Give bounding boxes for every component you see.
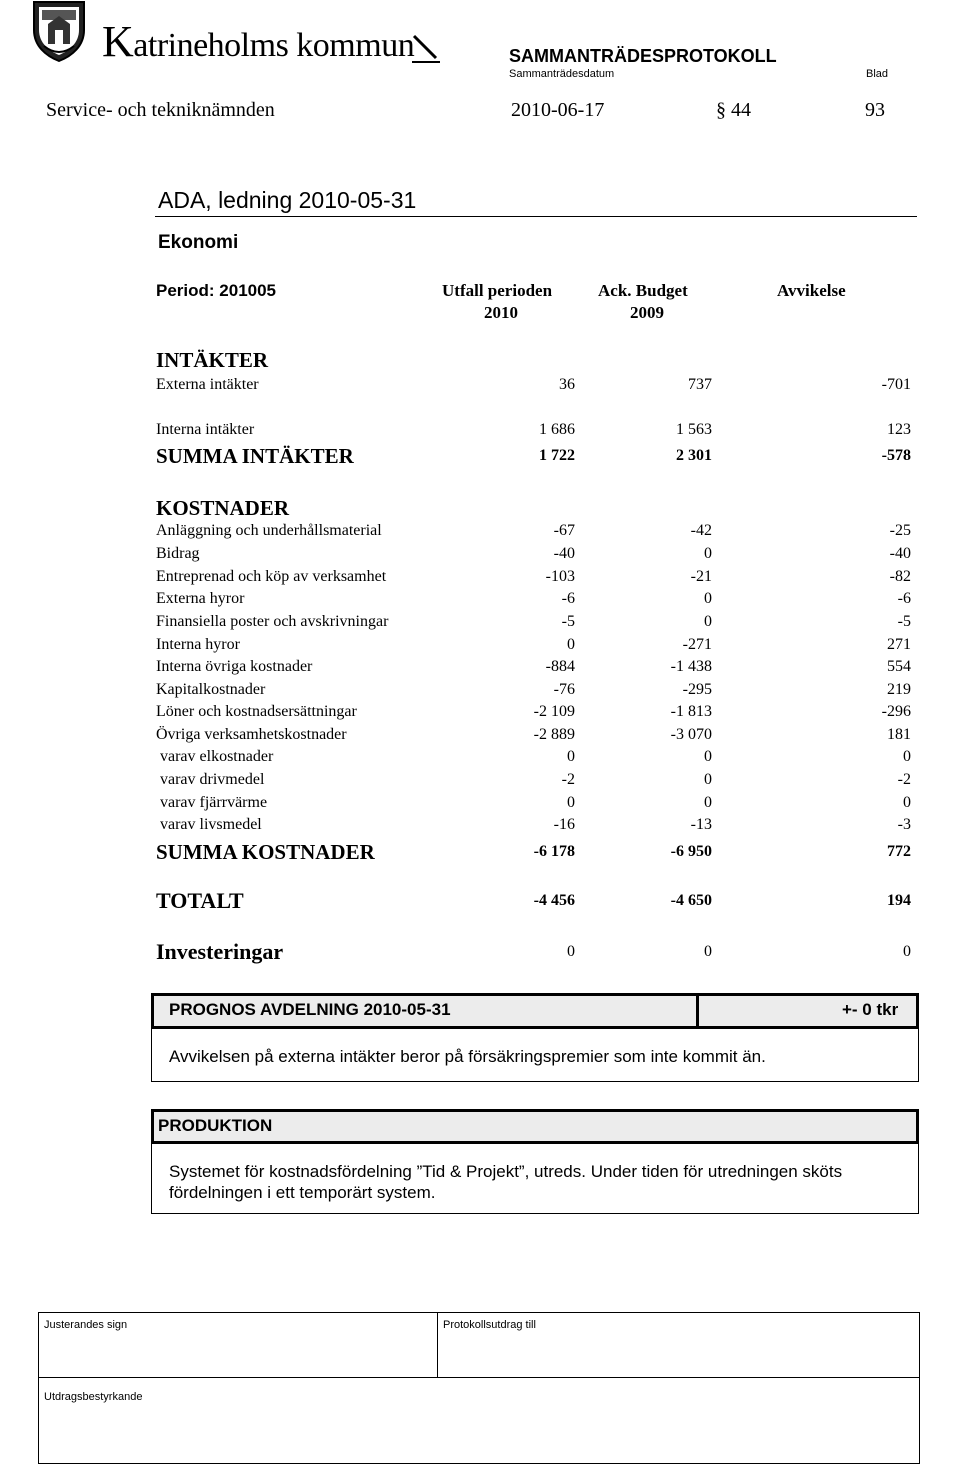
table-row [0,794,960,816]
row-utfall: 1 722 [539,447,575,464]
row-avvikelse: 772 [887,843,911,860]
row-budget: -1 813 [670,703,712,720]
row-utfall: -5 [561,613,575,630]
row-avvikelse: -296 [881,703,911,720]
row-avvikelse: -2 [897,771,911,788]
table-row [0,658,960,680]
production-title: PRODUKTION [158,1116,273,1135]
row-budget: 0 [704,748,712,765]
row-budget: 0 [704,794,712,811]
row-label: Anläggning och underhållsmaterial [156,522,382,539]
forecast-value: +- 0 tkr [842,1000,899,1019]
row-label: varav livsmedel [160,816,262,833]
row-avvikelse: 554 [887,658,911,675]
logo-wordmark [102,16,414,67]
row-label: Interna övriga kostnader [156,658,313,675]
costs-heading: KOSTNADER [156,496,290,520]
row-avvikelse: 0 [903,748,911,765]
row-label: Bidrag [156,545,200,562]
row-avvikelse: -5 [897,613,911,630]
row-budget: -42 [690,522,712,539]
table-row [0,681,960,703]
row-budget: -3 070 [670,726,712,743]
row-budget: -6 950 [670,843,712,860]
table-row [0,421,960,443]
column-header-utfall: Utfall perioden [442,281,553,300]
table-row [0,590,960,612]
row-budget: 737 [688,376,712,393]
row-avvikelse: 271 [887,636,911,653]
row-utfall: 0 [567,636,575,653]
municipality-crest-icon [30,0,88,62]
title-divider [155,216,917,217]
row-label: Investeringar [156,939,284,964]
row-label: SUMMA INTÄKTER [156,444,354,468]
row-budget: 0 [704,771,712,788]
row-label: Övriga verksamhetskostnader [156,726,347,743]
row-avvikelse: 181 [887,726,911,743]
table-row [0,748,960,770]
row-avvikelse: -40 [889,545,911,562]
row-avvikelse: 0 [903,794,911,811]
income-heading: INTÄKTER [156,348,269,372]
row-budget: 1 563 [676,421,712,438]
row-label: varav drivmedel [160,771,265,788]
table-row [0,703,960,725]
row-avvikelse: -25 [889,522,911,539]
meeting-date-label: Sammanträdesdatum [509,68,615,80]
table-row [0,522,960,544]
row-avvikelse: -578 [881,447,911,464]
row-budget: -295 [682,681,712,698]
row-label: SUMMA KOSTNADER [156,840,375,864]
total-row [0,888,960,914]
table-row [0,726,960,748]
row-budget: -4 650 [670,892,712,909]
row-utfall: -40 [553,545,575,562]
report-title: ADA, ledning 2010-05-31 [158,187,417,213]
row-budget: 0 [704,545,712,562]
footer-divider [437,1313,438,1377]
row-budget: 0 [704,613,712,630]
table-row [0,771,960,793]
signature-footer [38,1312,920,1464]
committee-name: Service- och tekniknämnden [46,99,275,121]
row-utfall: 0 [567,794,575,811]
row-label: Kapitalkostnader [156,681,266,698]
investments-row [0,939,960,965]
row-budget: -1 438 [670,658,712,675]
row-label: Externa intäkter [156,376,259,393]
row-budget: -271 [682,636,712,653]
row-utfall: -884 [545,658,575,675]
row-utfall: -6 178 [533,843,575,860]
row-utfall: -103 [545,568,575,585]
row-avvikelse: 219 [887,681,911,698]
footer-label-justerandes: Justerandes sign [44,1319,128,1331]
row-utfall: -67 [553,522,575,539]
table-row [0,816,960,838]
row-utfall: 36 [559,376,575,393]
logo-text: atrineholms kommun [133,27,415,64]
table-row [0,376,960,398]
row-utfall: 1 686 [539,421,575,438]
row-label: Löner och kostnadsersättningar [156,703,357,720]
row-label: Entreprenad och köp av verksamhet [156,568,387,585]
row-avvikelse: 0 [903,943,911,960]
row-label: varav fjärrvärme [160,794,268,811]
logo-initial: K [102,17,134,66]
row-avvikelse: 194 [887,892,911,909]
row-utfall: 0 [567,748,575,765]
row-utfall: -4 456 [533,892,575,909]
footer-label-utdragsbestyrkande: Utdragsbestyrkande [44,1391,143,1403]
row-utfall: -2 109 [533,703,575,720]
row-avvikelse: -701 [881,376,911,393]
row-utfall: -16 [553,816,575,833]
table-row [0,636,960,658]
summary-row [0,840,960,865]
row-label: varav elkostnader [160,748,274,765]
row-avvikelse: -6 [897,590,911,607]
section-heading: Ekonomi [158,232,239,253]
row-label: Interna hyror [156,636,240,653]
row-utfall: -76 [553,681,575,698]
row-budget: 0 [704,590,712,607]
meeting-date: 2010-06-17 [511,99,605,121]
paragraph-number: § 44 [716,99,751,121]
row-label: Interna intäkter [156,421,255,438]
column-header-utfall-year: 2010 [484,303,518,322]
table-row [0,545,960,567]
period-label: Period: 201005 [156,281,277,300]
page-label: Blad [866,68,889,80]
forecast-text: Avvikelsen på externa intäkter beror på försäkringspremier som inte kommit än. [169,1047,766,1066]
production-text-line-1: Systemet för kostnadsfördelning ”Tid & Projekt”, utreds. Under tiden för utredningen sköts [169,1162,843,1181]
row-utfall: -2 889 [533,726,575,743]
logo-swoosh-icon [412,34,440,64]
table-row [0,568,960,590]
column-header-avvikelse: Avvikelse [777,281,846,300]
row-utfall: -6 [561,590,575,607]
row-avvikelse: -3 [897,816,911,833]
row-utfall: -2 [561,771,575,788]
row-label: Externa hyror [156,590,245,607]
row-budget: -21 [690,568,712,585]
forecast-header-divider [696,993,699,1029]
row-budget: 0 [704,943,712,960]
row-utfall: 0 [567,943,575,960]
row-label: Finansiella poster och avskrivningar [156,613,389,630]
row-avvikelse: -82 [889,568,911,585]
forecast-title: PROGNOS AVDELNING 2010-05-31 [169,1000,451,1019]
row-budget: 2 301 [676,447,712,464]
page-number: 93 [865,99,885,121]
row-avvikelse: 123 [887,421,911,438]
footer-divider [39,1377,919,1378]
row-label: TOTALT [156,888,244,913]
column-header-budget: Ack. Budget [598,281,688,300]
production-text-line-2: fördelningen i ett temporärt system. [169,1183,436,1202]
row-budget: -13 [690,816,712,833]
table-row [0,613,960,635]
column-header-budget-year: 2009 [630,303,664,322]
protocol-title: SAMMANTRÄDESPROTOKOLL [509,46,777,66]
summary-row [0,444,960,469]
footer-label-protokollsutdrag: Protokollsutdrag till [443,1319,536,1331]
